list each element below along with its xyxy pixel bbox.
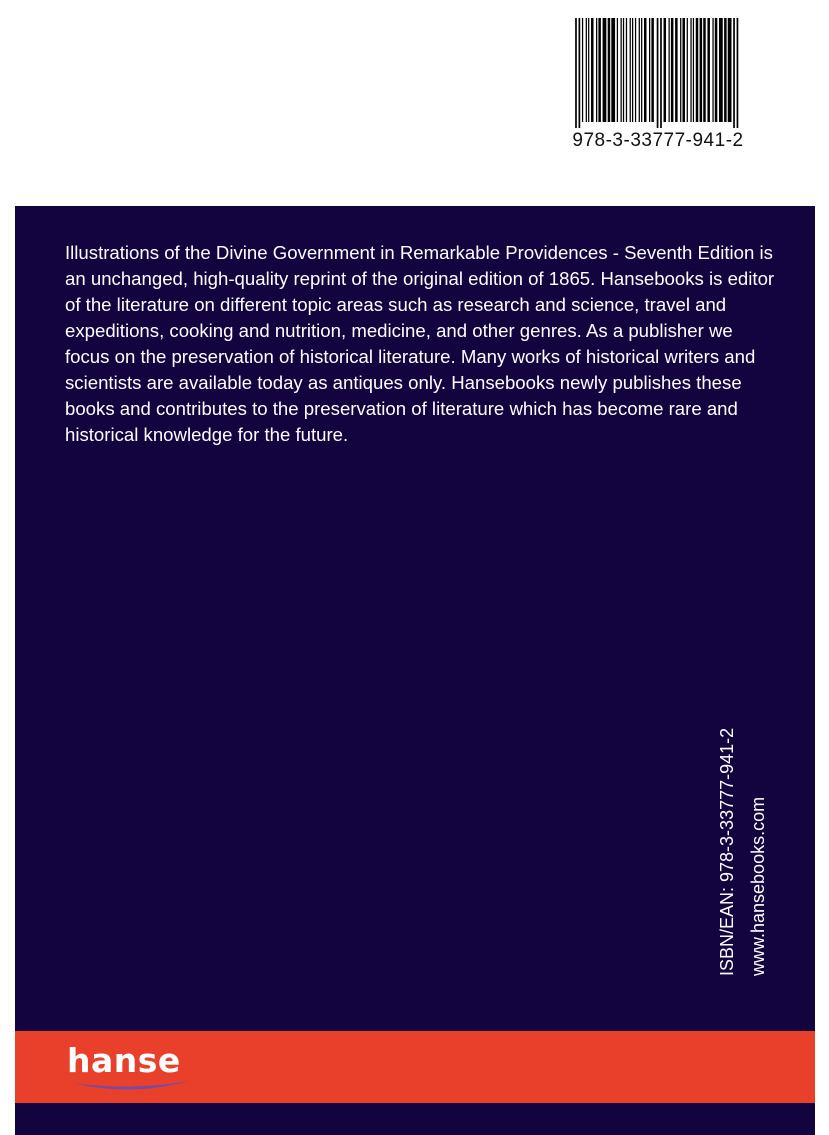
barcode-bar xyxy=(715,18,717,122)
publisher-band xyxy=(15,1031,815,1103)
barcode-bar xyxy=(724,18,726,122)
barcode-bar xyxy=(579,18,581,128)
barcode-bar xyxy=(632,18,633,122)
barcode-bar xyxy=(644,18,646,122)
barcode-bar xyxy=(682,18,684,122)
logo-swoosh-icon xyxy=(71,1077,191,1095)
barcode-bar xyxy=(660,18,662,128)
barcode xyxy=(566,18,750,158)
barcode-bar xyxy=(596,18,597,122)
barcode-bar xyxy=(582,18,583,122)
barcode-bar xyxy=(700,18,702,122)
barcode-bar xyxy=(611,18,615,122)
back-cover-panel xyxy=(15,206,815,1135)
isbn-line: ISBN/EAN: 978-3-33777-941-2 xyxy=(717,727,737,976)
barcode-bar xyxy=(608,18,610,122)
barcode-bar xyxy=(707,18,709,122)
barcode-bar xyxy=(687,18,688,122)
barcode-bar xyxy=(651,18,653,122)
barcode-bar xyxy=(621,18,622,122)
barcode-bar xyxy=(671,18,673,122)
barcode-bar xyxy=(575,18,577,128)
barcode-bar xyxy=(703,18,705,122)
website-line: www.hansebooks.com xyxy=(748,796,768,976)
barcode-bar xyxy=(733,18,735,128)
vertical-info xyxy=(712,696,782,976)
barcode-bar xyxy=(737,18,739,128)
barcode-bar xyxy=(696,18,698,122)
book-description: Illustrations of the Divine Government in Remarkable Providences - Seventh Edition is an unchanged, high-quality reprint of the original edition of 1865. Hansebooks is editor of the literature on different topic areas such as research and science, travel and expeditions, cooking and nutrition, medicine, and other genres. As a publisher we focus on the preservation of historical literature. Many works of historical writers and scientists are available today as antiques only. Hansebooks newly publishes these books and contributes to the preservation of literature which has become rare and historical knowledge for the future. xyxy=(65,242,775,445)
barcode-bar xyxy=(617,18,618,122)
barcode-bar xyxy=(680,18,681,122)
barcode-bar xyxy=(630,18,631,122)
barcode-bar xyxy=(623,18,624,122)
vertical-info-text xyxy=(712,696,774,976)
barcode-bar xyxy=(626,18,627,122)
logo-wordmark: hanse xyxy=(67,1041,181,1080)
barcode-bar xyxy=(719,18,723,122)
barcode-bar xyxy=(603,18,607,122)
barcode-bar xyxy=(657,18,659,128)
barcode-bar xyxy=(690,18,691,122)
barcode-bar xyxy=(712,18,713,122)
barcode-bar xyxy=(598,18,600,122)
barcode-bar xyxy=(635,18,636,122)
barcode-bars xyxy=(574,18,740,128)
barcode-bar xyxy=(586,18,587,122)
barcode-bar xyxy=(588,18,589,122)
barcode-number: 978-3-33777-941-2 xyxy=(572,130,744,151)
hanse-logo xyxy=(67,1039,197,1095)
barcode-bar xyxy=(639,18,640,122)
barcode-bar xyxy=(649,18,650,122)
barcode-bar xyxy=(675,18,677,122)
barcode-bar xyxy=(591,18,593,122)
barcode-bar xyxy=(693,18,694,122)
barcode-bar xyxy=(664,18,666,122)
barcode-bar xyxy=(641,18,642,122)
barcode-bar xyxy=(669,18,670,122)
barcode-bar xyxy=(728,18,732,122)
